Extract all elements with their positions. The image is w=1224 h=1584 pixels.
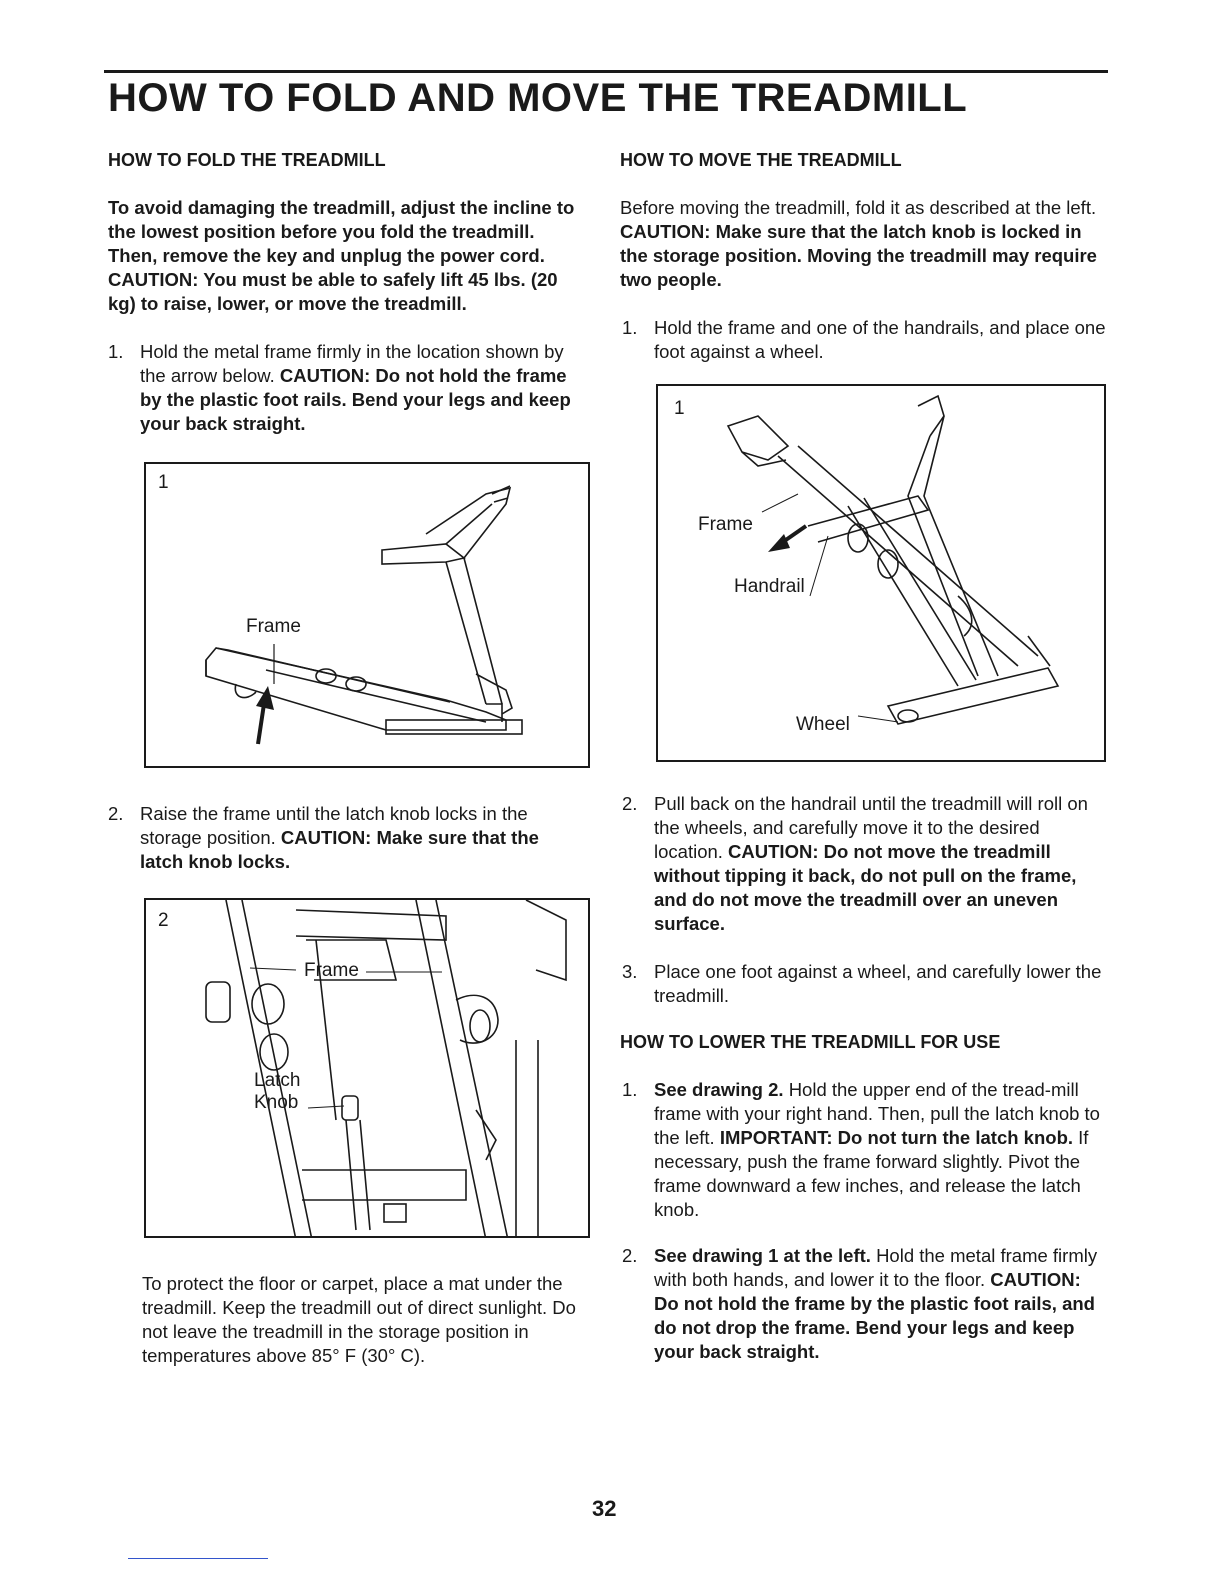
latch-knob-illustration	[146, 900, 590, 1238]
step-caution: CAUTION: Do not hold the frame by the plastic foot rails. Bend your legs and keep your back straight.	[140, 365, 571, 434]
title-rule	[104, 70, 1108, 73]
move-step-2	[622, 792, 1110, 936]
lower-step-1	[622, 1078, 1110, 1222]
move-step-3	[622, 960, 1110, 1008]
figure-fold-2	[144, 898, 590, 1238]
step-text: Hold the upper end of the tread-mill frame with your right hand. Then, pull the latch knob to the left.	[654, 1079, 1100, 1148]
step-text: Hold the metal frame firmly in the location shown by the arrow below.	[140, 341, 564, 386]
treadmill-illustration	[146, 464, 590, 768]
step-text: Hold the frame and one of the handrails, and place one foot against a wheel.	[654, 317, 1106, 362]
page-title: HOW TO FOLD AND MOVE THE TREADMILL	[108, 76, 968, 120]
knob-label: Knob	[254, 1092, 299, 1113]
step-lead: See drawing 2.	[654, 1079, 784, 1100]
step-caution: CAUTION: Make sure that the latch knob locks.	[140, 827, 539, 872]
figure-number: 1	[674, 398, 685, 419]
step-important: IMPORTANT: Do not turn the latch knob.	[719, 1127, 1074, 1148]
step-number: 3.	[622, 961, 638, 982]
step-number: 2.	[622, 793, 638, 814]
handrail-label: Handrail	[734, 576, 805, 597]
fold-step-2	[108, 802, 580, 874]
move-step-1	[622, 316, 1108, 364]
figure-move-1	[656, 384, 1106, 762]
move-intro-text: Before moving the treadmill, fold it as described at the left.	[620, 197, 1097, 218]
figure-fold-1	[144, 462, 590, 768]
frame-label: Frame	[246, 616, 301, 637]
step-number: 1.	[108, 341, 124, 362]
footer-line	[128, 1558, 268, 1559]
lower-step-2	[622, 1244, 1110, 1364]
page-number: 32	[592, 1496, 617, 1521]
latch-label: Latch	[254, 1070, 301, 1091]
figure-number: 2	[158, 910, 169, 931]
move-intro	[620, 196, 1108, 292]
step-text: Pull back on the handrail until the treadmill will roll on the wheels, and carefully move it to the desired location.	[654, 793, 1088, 862]
fold-step-1	[108, 340, 580, 436]
step-number: 2.	[108, 803, 124, 824]
step-text-2: If necessary, push the frame forward slightly. Pivot the frame downward a few inches, and release the latch knob.	[654, 1127, 1089, 1220]
fold-heading: HOW TO FOLD THE TREADMILL	[108, 150, 386, 170]
move-heading: HOW TO MOVE THE TREADMILL	[620, 150, 902, 170]
frame-label: Frame	[698, 514, 753, 535]
fold-intro: To avoid damaging the treadmill, adjust the incline to the lowest position before you fold the treadmill. Then, remove the key and unplug the power cord. CAUTION: You must be able to safely lift 45 lbs. (20 kg) to raise, lower, or move the treadmill.	[108, 197, 575, 314]
frame-label: Frame	[304, 960, 359, 981]
treadmill-tilted-illustration	[658, 386, 1106, 762]
step-caution: CAUTION: Do not move the treadmill without tipping it back, do not pull on the frame, and do not move the treadmill over an uneven surface.	[654, 841, 1077, 934]
step-number: 1.	[622, 1079, 638, 1100]
step-lead: See drawing 1 at the left.	[654, 1245, 871, 1266]
step-text: Place one foot against a wheel, and carefully lower the treadmill.	[654, 961, 1102, 1006]
move-intro-caution: CAUTION: Make sure that the latch knob is locked in the storage position. Moving the treadmill may require two people.	[620, 221, 1097, 290]
step-caution: CAUTION: Do not hold the frame by the plastic foot rails, and do not drop the frame. Bend your legs and keep your back straight.	[654, 1269, 1095, 1362]
step-number: 1.	[622, 317, 638, 338]
fold-note: To protect the floor or carpet, place a mat under the treadmill. Keep the treadmill out of direct sunlight. Do not leave the treadmill in the storage position in temperatures above 85° F (30° C).	[142, 1273, 576, 1366]
wheel-label: Wheel	[796, 714, 850, 735]
step-text: Hold the metal frame firmly with both hands, and lower it to the floor.	[654, 1245, 1098, 1290]
step-text: Raise the frame until the latch knob locks in the storage position.	[140, 803, 528, 848]
lower-heading: HOW TO LOWER THE TREADMILL FOR USE	[620, 1032, 1001, 1052]
figure-number: 1	[158, 472, 169, 493]
step-number: 2.	[622, 1245, 638, 1266]
